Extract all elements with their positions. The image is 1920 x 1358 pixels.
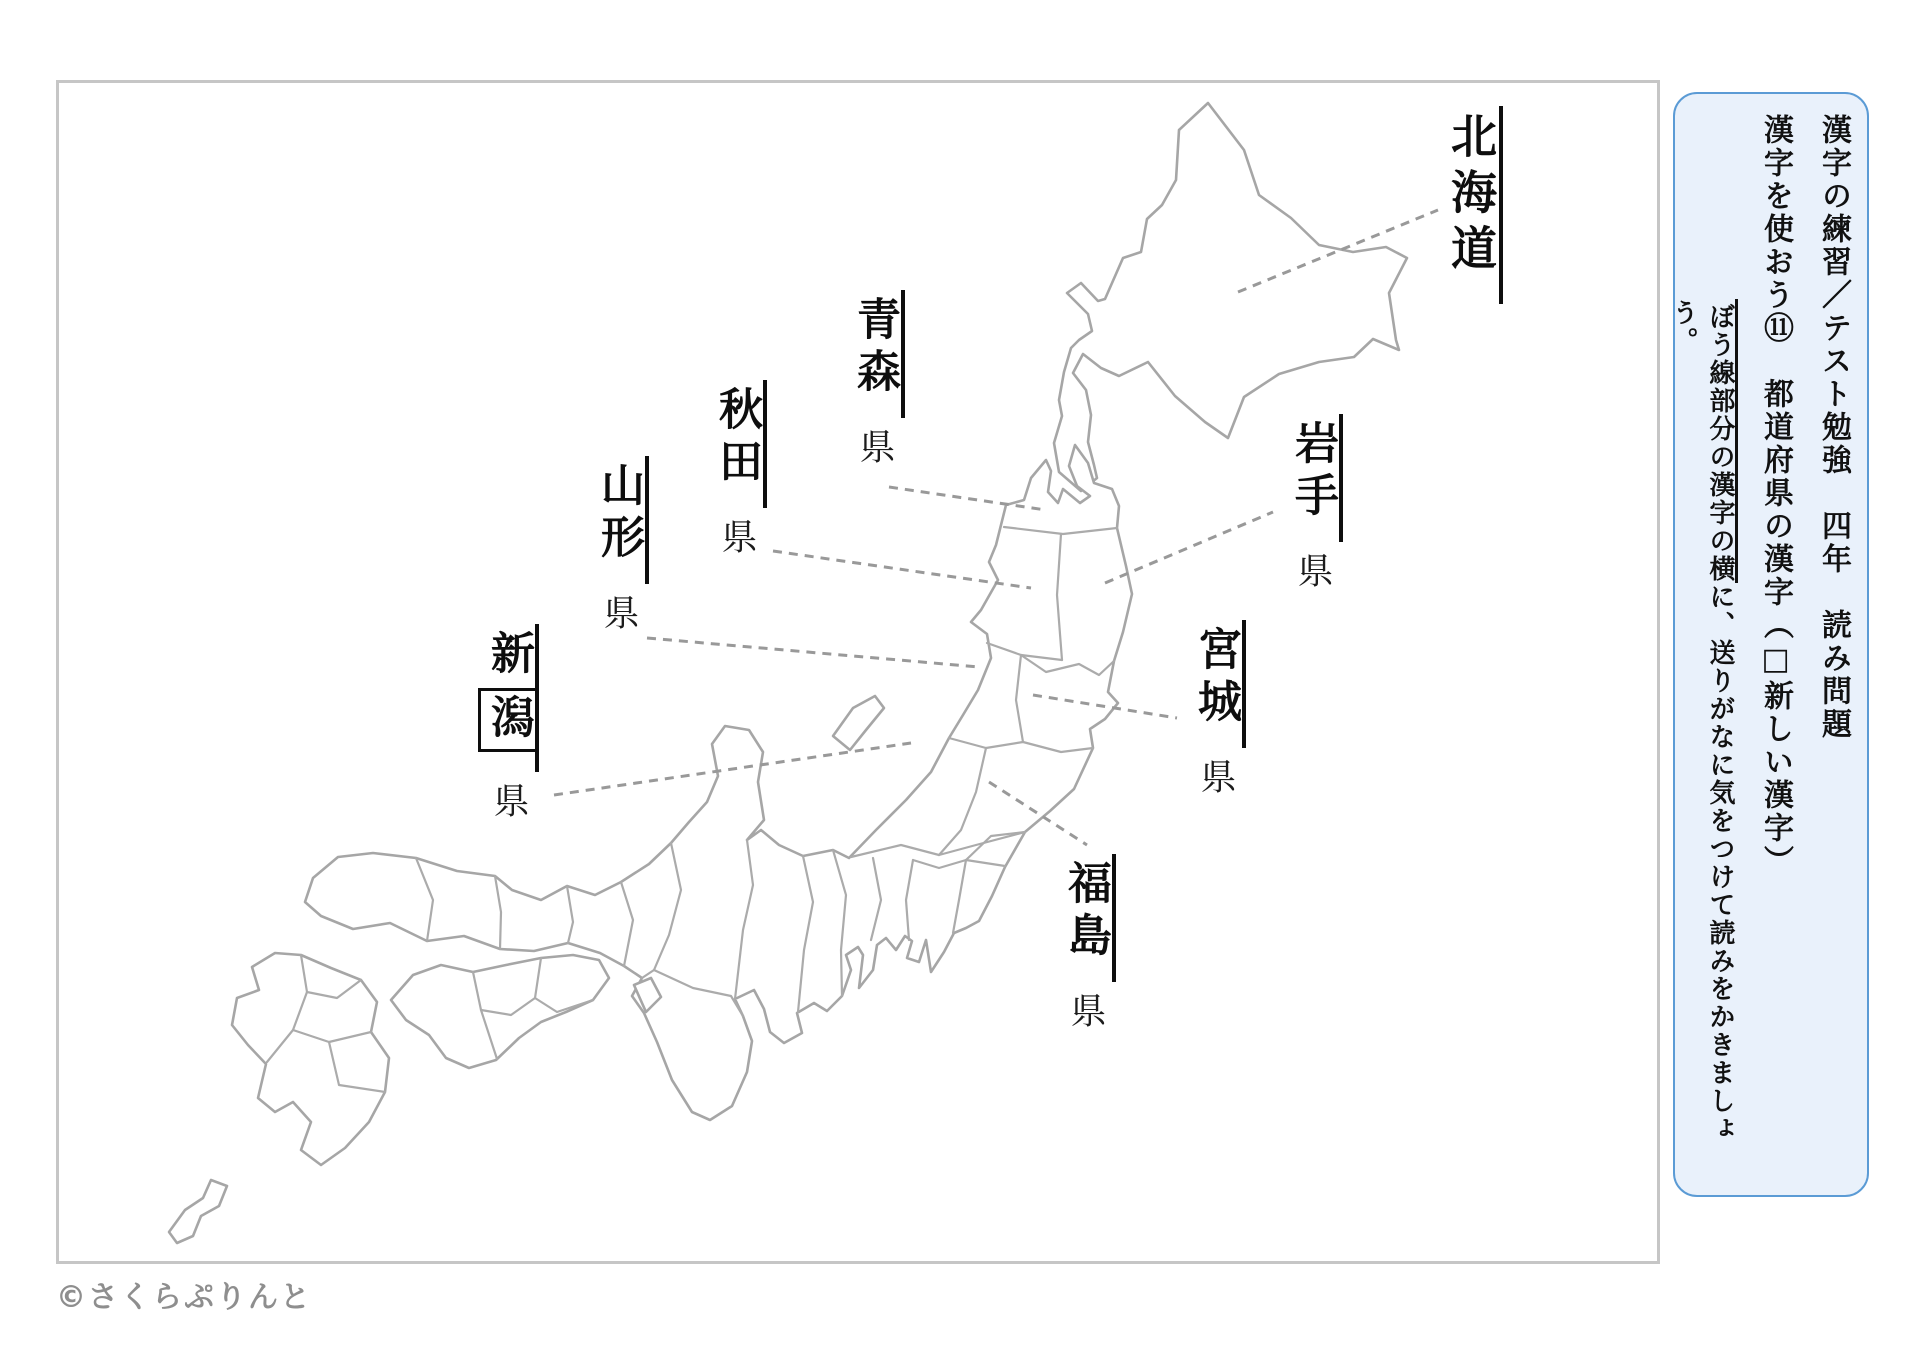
label-text-hokkaido: 北海道 [1443, 106, 1503, 304]
leader-aomori [889, 487, 1046, 510]
sado-island [833, 696, 884, 750]
label-text-yamagata: 山形 [592, 456, 649, 584]
map-label-akita [711, 380, 762, 554]
map-label-fukushima [1060, 854, 1111, 1028]
label-text-miyagi: 宮城 [1189, 620, 1246, 748]
instruction-rest-part: に、送りがなに気をつけて読みをかきましょう。 [1668, 299, 1735, 1143]
worksheet-subtitle: 漢字を使おう⑪ 都道府県の漢字（□新しい漢字） [1758, 114, 1793, 878]
label-ken-miyagi: 県 [1195, 758, 1236, 794]
instruction-underlined-part: ぼう線部分の漢字の横 [1705, 299, 1738, 583]
kyushu-island [232, 953, 389, 1165]
label-text-fukushima: 福島 [1059, 854, 1116, 982]
label-ken-akita: 県 [716, 518, 757, 554]
worksheet-instructions [1665, 114, 1739, 1175]
copyright-text: ©さくらぷりんと [56, 1280, 312, 1315]
label-boxed-gata: 潟 [478, 688, 539, 752]
map-label-yamagata [593, 456, 644, 630]
shikoku-island [391, 955, 609, 1068]
label-char-nii: 新 [483, 630, 534, 682]
japan-map [59, 83, 1657, 1261]
map-label-miyagi [1190, 620, 1241, 794]
leader-yamagata [647, 638, 979, 667]
label-ken-iwate: 県 [1292, 552, 1333, 588]
leader-iwate [1105, 512, 1273, 583]
map-label-hokkaido [1444, 106, 1498, 304]
worksheet-title: 漢字の練習／テスト勉強 四年 読み問題 [1816, 114, 1851, 741]
label-text-niigata [482, 624, 539, 772]
label-ken-aomori: 県 [854, 428, 895, 464]
label-text-iwate: 岩手 [1286, 414, 1343, 542]
map-label-iwate [1287, 414, 1338, 588]
header-panel [1668, 92, 1869, 1197]
map-label-niigata [483, 624, 534, 818]
map-frame [56, 80, 1660, 1264]
label-text-aomori: 青森 [848, 290, 905, 418]
label-text-akita: 秋田 [710, 380, 767, 508]
label-ken-yamagata: 県 [598, 594, 639, 630]
map-label-aomori [849, 290, 900, 464]
okinawa-island [169, 1180, 227, 1243]
label-ken-fukushima: 県 [1065, 992, 1106, 1028]
hokkaido-island [1054, 103, 1407, 491]
label-ken-niigata: 県 [488, 782, 529, 818]
